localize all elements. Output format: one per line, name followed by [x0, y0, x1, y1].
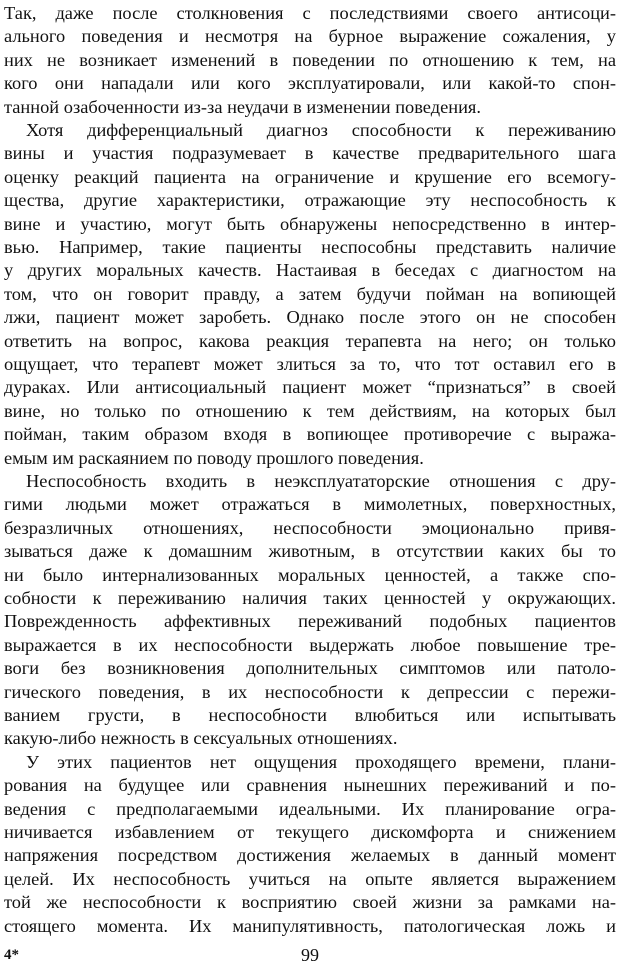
text-line: зываться даже к домашним животным, в отсутствии каких бы то: [4, 541, 616, 562]
text-line: дураках. Или антисоциальный пациент может “признаться” в своей: [4, 377, 616, 398]
text-line: выражается в их неспособности выдержать любое повышение тре-: [4, 634, 616, 655]
text-line: танной озабоченности из-за неудачи в изменении поведения.: [4, 96, 481, 117]
text-line: какую-либо нежность в сексуальных отношениях.: [4, 728, 398, 749]
text-line: ни было интернализованных моральных ценностей, а также спо-: [4, 564, 616, 585]
paragraph-first-line: Хотя дифференциальный диагноз способности к переживанию: [26, 120, 616, 140]
text-line: ального поведения и несмотря на бурное выражение сожаления, у: [4, 26, 616, 47]
paragraph-first-line: У этих пациентов нет ощущения проходящего времени, плани-: [26, 751, 616, 772]
text-line: емым им раскаянием по поводу прошлого поведения.: [4, 447, 424, 468]
text-line: гического поведения, в их неспособности к депрессии с пережи-: [4, 681, 616, 702]
text-line: ничивается избавлением от текущего дискомфорта и снижением: [4, 822, 616, 842]
text-line: воги без возникновения дополнительных симптомов или патоло-: [4, 658, 616, 679]
signature-mark: 4*: [4, 947, 19, 963]
text-line: у других моральных качеств. Настаивая в беседах с диагностом на: [4, 260, 616, 281]
text-line: той же неспособности к восприятию своей жизни за рамками на-: [4, 892, 616, 913]
text-line: ведения с предполагаемыми идеальными. Их планирование огра-: [4, 798, 616, 819]
text-line: целей. Их неспособность учиться на опыте является выражением: [4, 868, 616, 889]
text-line: них не возникает изменений в поведении по отношению к тем, на: [4, 49, 616, 70]
text-line: вины и участия подразумевает в качестве предварительного шага: [4, 143, 616, 164]
text-line: оценку реакций пациента на ограничение и крушение его всемогу-: [4, 166, 616, 187]
text-line: собности к переживанию наличия таких ценностей у окружающих.: [4, 588, 616, 608]
text-line: вине и участию, могут быть обнаружены непосредственно в интер-: [4, 213, 616, 234]
text-line: ощущает, что терапевт может злиться за то, что тот оставил его в: [4, 354, 616, 374]
text-line: щества, другие характеристики, отражающие эту неспособность к: [4, 190, 616, 211]
text-line: безразличных отношениях, неспособности эмоционально привя-: [4, 517, 616, 538]
text-line: кого они нападали или кого эксплуатировали, или какой-то спон-: [4, 73, 616, 94]
text-line: гими людьми может отражаться в мимолетных, поверхностных,: [4, 494, 616, 515]
text-line: стоящего момента. Их манипулятивность, патологическая ложь и: [4, 915, 616, 936]
text-line: Так, даже после столкновения с последствиями своего антисоци-: [4, 3, 616, 23]
text-line: том, что он говорит правду, а затем будучи пойман на вопиющей: [4, 283, 616, 304]
text-line: рования на будущее или сравнения нынешних переживаний и по-: [4, 775, 616, 796]
text-line: напряжения посредством достижения желаемых в данный момент: [4, 845, 616, 866]
text-line: лжи, пациент может заробеть. Однако после этого он не способен: [4, 307, 616, 328]
text-line: ответить на вопрос, какова реакция терапевта на него; он только: [4, 330, 616, 351]
text-line: ванием грусти, в неспособности влюбиться или испытывать: [4, 705, 616, 725]
text-line: вине, но только по отношению к тем действиям, на которых был: [4, 400, 616, 421]
text-line: Поврежденность аффективных переживаний подобных пациентов: [4, 611, 616, 632]
text-line: вью. Например, такие пациенты неспособны представить наличие: [4, 237, 616, 257]
text-line: пойман, таким образом входя в вопиющее противоречие с выража-: [4, 424, 616, 445]
paragraph-first-line: Неспособность входить в неэксплуататорские отношения с дру-: [26, 471, 616, 491]
page-number: 99: [301, 945, 319, 965]
